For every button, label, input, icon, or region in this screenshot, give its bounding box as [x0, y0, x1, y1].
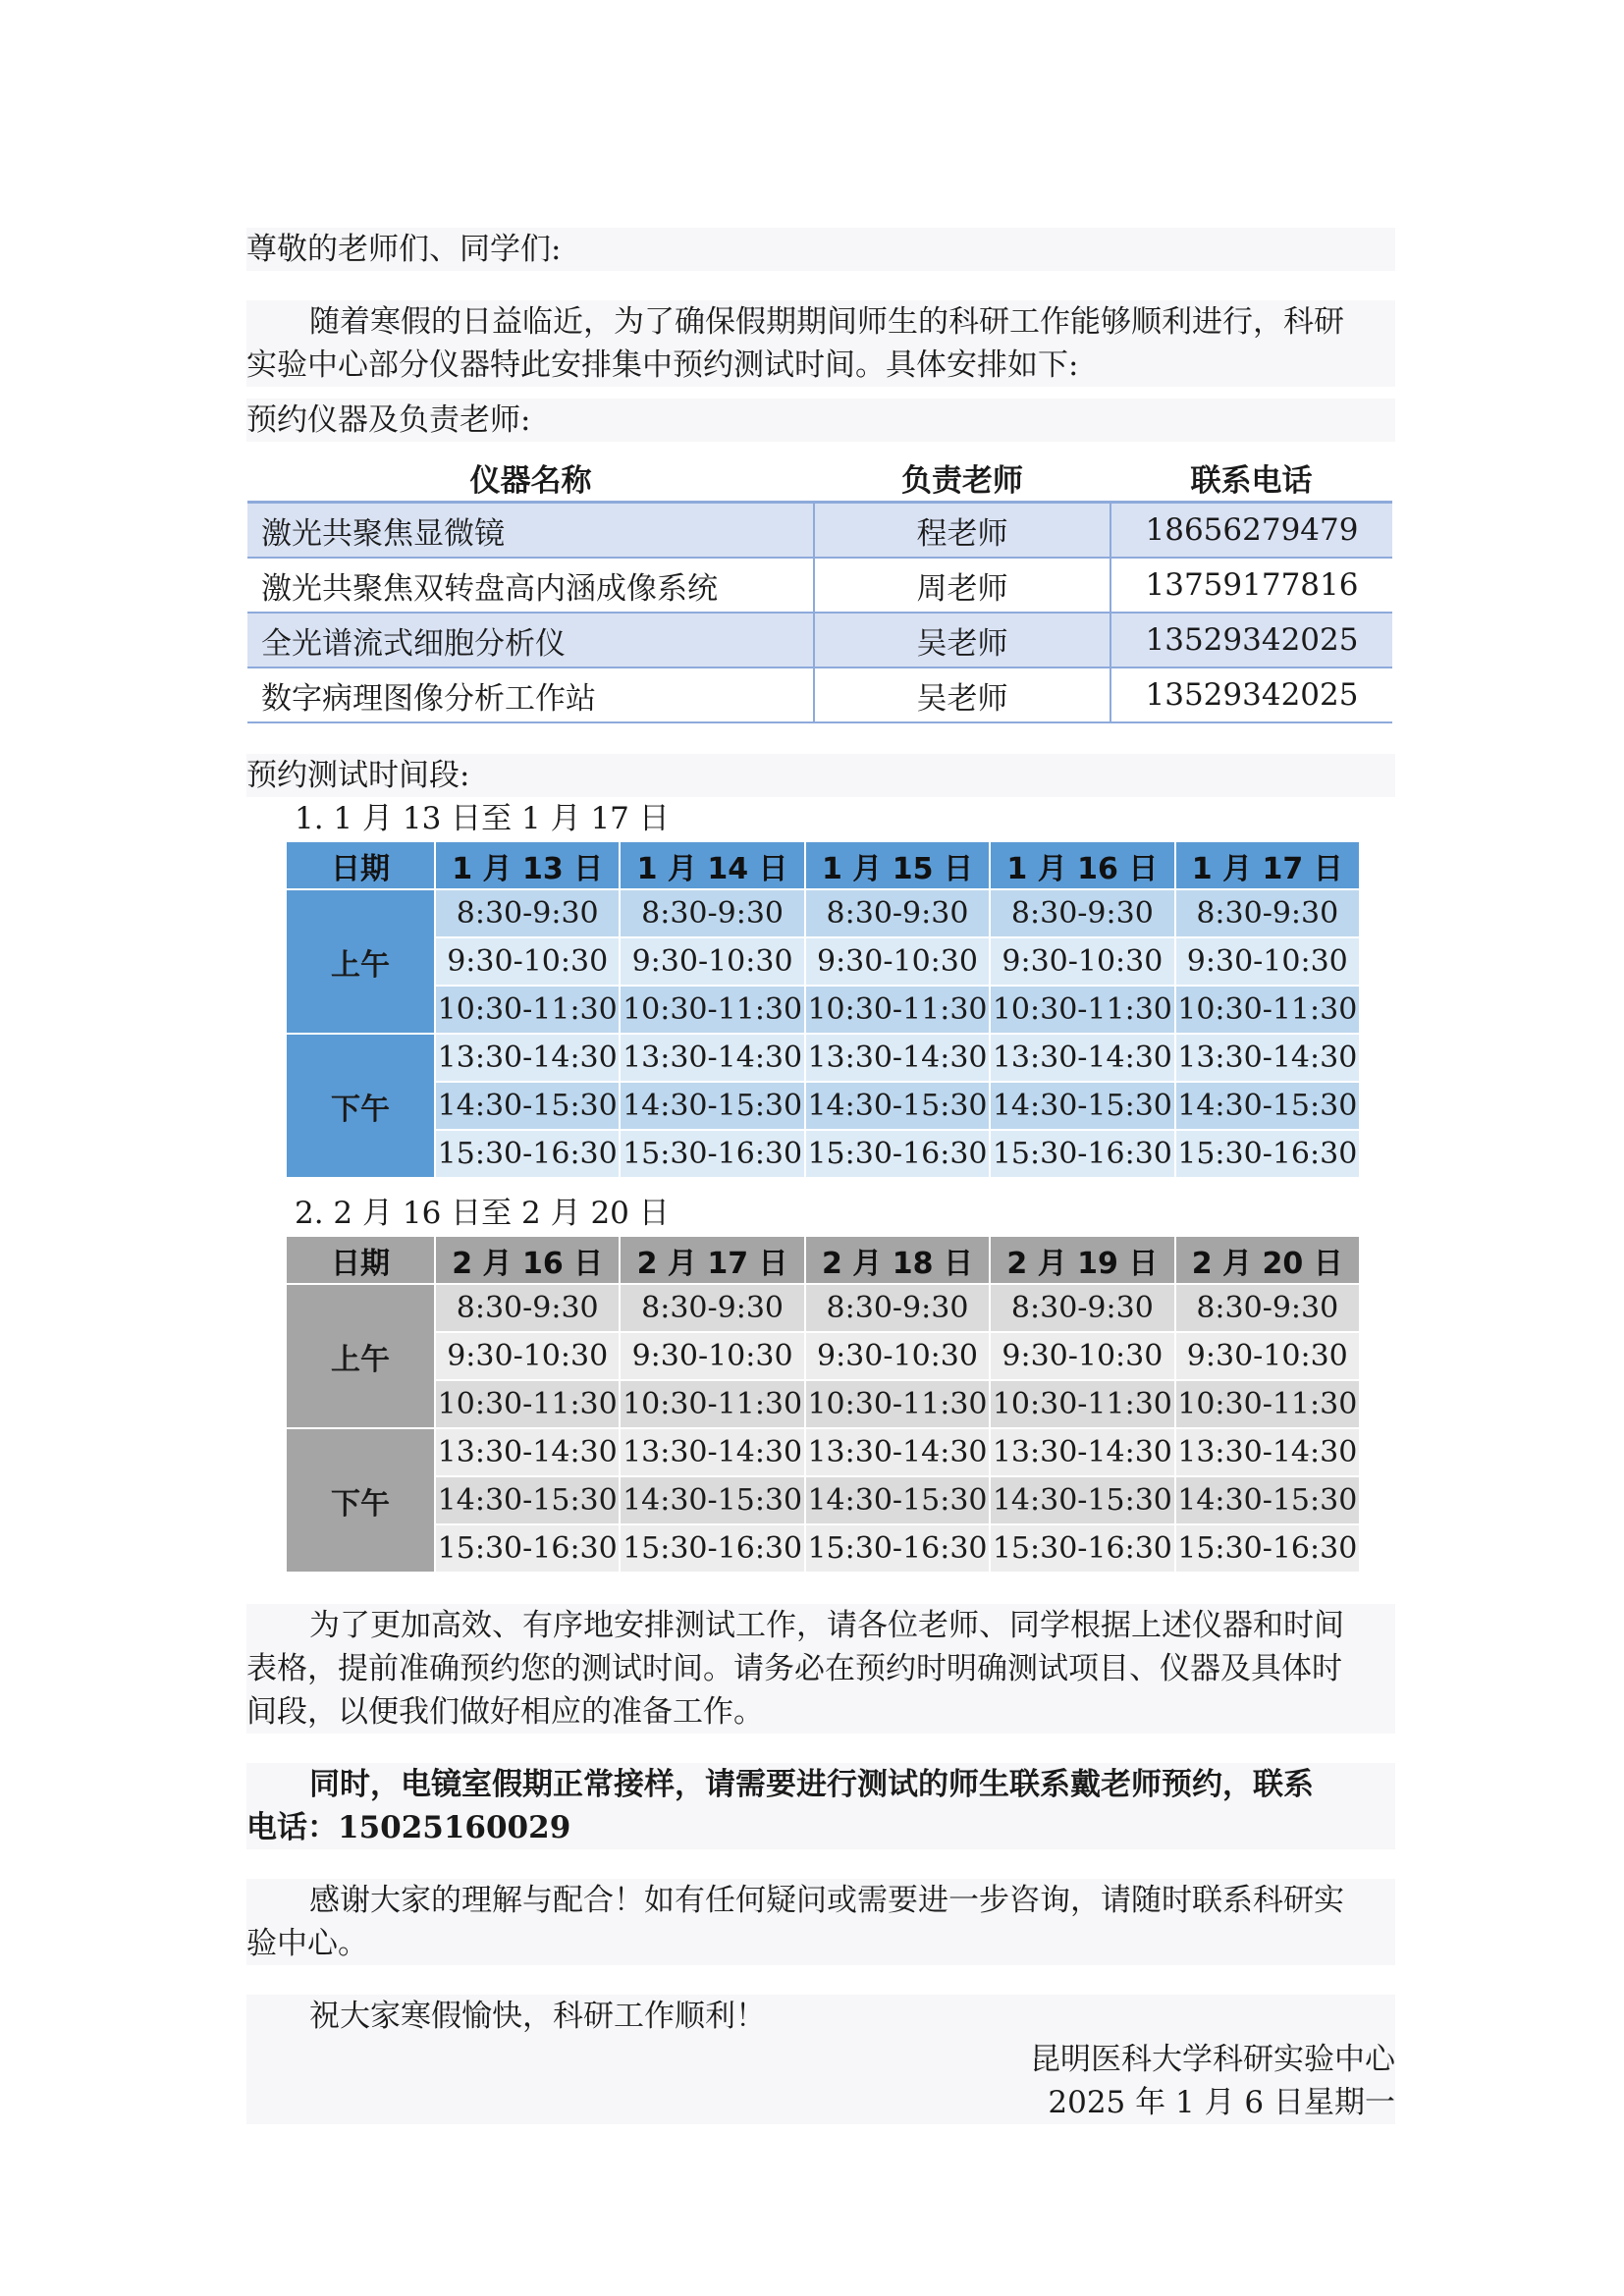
header-instrument-name: 仪器名称 [247, 454, 814, 503]
para1-line-2: 表格，提前准确预约您的测试时间。请务必在预约时明确测试项目、仪器及具体时 [246, 1647, 1395, 1690]
time-slot-cell[interactable]: 10:30-11:30 [1175, 986, 1360, 1034]
para1-line-3: 间段，以便我们做好相应的准备工作。 [246, 1690, 1395, 1734]
time-slot-cell[interactable]: 15:30-16:30 [990, 1524, 1174, 1573]
signature-date: 2025 年 1 月 6 日星期一 [246, 2081, 1395, 2124]
time-slot-cell[interactable]: 14:30-15:30 [435, 1476, 620, 1524]
date-header: 日期 [286, 1236, 435, 1284]
instruments-heading: 预约仪器及负责老师: [246, 399, 1395, 442]
time-slot-cell[interactable]: 14:30-15:30 [620, 1082, 804, 1130]
schedule-table-2 [285, 1235, 1361, 1574]
instrument-name: 数字病理图像分析工作站 [247, 667, 814, 722]
teacher-name: 周老师 [814, 558, 1110, 613]
time-slot-cell[interactable]: 14:30-15:30 [990, 1476, 1174, 1524]
table-row [286, 1082, 1360, 1130]
time-slot-cell[interactable]: 10:30-11:30 [805, 986, 990, 1034]
time-slot-cell[interactable]: 10:30-11:30 [990, 986, 1174, 1034]
time-slot-cell[interactable]: 8:30-9:30 [1175, 1284, 1360, 1332]
teacher-name: 吴老师 [814, 667, 1110, 722]
instrument-name: 激光共聚焦双转盘高内涵成像系统 [247, 558, 814, 613]
time-slot-cell[interactable]: 13:30-14:30 [435, 1034, 620, 1082]
date-cell: 2 月 16 日 [435, 1236, 620, 1284]
date-cell: 2 月 20 日 [1175, 1236, 1360, 1284]
table-row [247, 613, 1392, 667]
time-slot-cell[interactable]: 9:30-10:30 [805, 1332, 990, 1380]
header-phone: 联系电话 [1110, 454, 1392, 503]
schedule-heading: 预约测试时间段: [246, 754, 1395, 797]
table-row [286, 1428, 1360, 1476]
table-row [247, 667, 1392, 722]
time-slot-cell[interactable]: 15:30-16:30 [435, 1130, 620, 1178]
period-label-am: 上午 [286, 1284, 435, 1428]
period-label-pm: 下午 [286, 1034, 435, 1178]
time-slot-cell[interactable]: 13:30-14:30 [435, 1428, 620, 1476]
period-label-am: 上午 [286, 889, 435, 1034]
time-slot-cell[interactable]: 9:30-10:30 [620, 937, 804, 986]
time-slot-cell[interactable]: 13:30-14:30 [990, 1428, 1174, 1476]
table-row [286, 1034, 1360, 1082]
time-slot-cell[interactable]: 8:30-9:30 [435, 889, 620, 937]
instrument-table [247, 454, 1392, 723]
time-slot-cell[interactable]: 14:30-15:30 [620, 1476, 804, 1524]
time-slot-cell[interactable]: 8:30-9:30 [435, 1284, 620, 1332]
date-header: 日期 [286, 841, 435, 889]
schedule-table-1 [285, 840, 1361, 1179]
time-slot-cell[interactable]: 15:30-16:30 [435, 1524, 620, 1573]
table-row [247, 503, 1392, 559]
time-slot-cell[interactable]: 8:30-9:30 [990, 889, 1174, 937]
time-slot-cell[interactable]: 14:30-15:30 [435, 1082, 620, 1130]
time-slot-cell[interactable]: 10:30-11:30 [1175, 1380, 1360, 1428]
time-slot-cell[interactable]: 8:30-9:30 [620, 889, 804, 937]
phone-number: 18656279479 [1110, 503, 1392, 559]
time-slot-cell[interactable]: 10:30-11:30 [990, 1380, 1174, 1428]
time-slot-cell[interactable]: 8:30-9:30 [990, 1284, 1174, 1332]
date-cell: 1 月 13 日 [435, 841, 620, 889]
time-slot-cell[interactable]: 8:30-9:30 [805, 1284, 990, 1332]
table-row [286, 889, 1360, 937]
time-slot-cell[interactable]: 8:30-9:30 [1175, 889, 1360, 937]
time-slot-cell[interactable]: 13:30-14:30 [805, 1034, 990, 1082]
time-slot-cell[interactable]: 15:30-16:30 [620, 1524, 804, 1573]
date-cell: 1 月 15 日 [805, 841, 990, 889]
time-slot-cell[interactable]: 13:30-14:30 [1175, 1034, 1360, 1082]
time-slot-cell[interactable]: 9:30-10:30 [620, 1332, 804, 1380]
para2-line-1: 同时，电镜室假期正常接样，请需要进行测试的师生联系戴老师预约，联系 [246, 1763, 1395, 1806]
time-slot-cell[interactable]: 10:30-11:30 [435, 1380, 620, 1428]
time-slot-cell[interactable]: 15:30-16:30 [990, 1130, 1174, 1178]
time-slot-cell[interactable]: 13:30-14:30 [805, 1428, 990, 1476]
table-row [286, 937, 1360, 986]
date-cell: 1 月 17 日 [1175, 841, 1360, 889]
date-cell: 1 月 14 日 [620, 841, 804, 889]
time-slot-cell[interactable]: 14:30-15:30 [1175, 1476, 1360, 1524]
time-slot-cell[interactable]: 13:30-14:30 [620, 1428, 804, 1476]
para3-line-2: 验中心。 [246, 1922, 1395, 1965]
table-row [286, 1476, 1360, 1524]
time-slot-cell[interactable]: 13:30-14:30 [620, 1034, 804, 1082]
time-slot-cell[interactable]: 10:30-11:30 [620, 1380, 804, 1428]
phone-number: 13529342025 [1110, 613, 1392, 667]
instrument-name: 激光共聚焦显微镜 [247, 503, 814, 559]
time-slot-cell[interactable]: 14:30-15:30 [805, 1082, 990, 1130]
date-cell: 2 月 19 日 [990, 1236, 1174, 1284]
time-slot-cell[interactable]: 14:30-15:30 [990, 1082, 1174, 1130]
signature-org: 昆明医科大学科研实验中心 [246, 2038, 1395, 2081]
time-slot-cell[interactable]: 9:30-10:30 [805, 937, 990, 986]
time-slot-cell[interactable]: 15:30-16:30 [1175, 1130, 1360, 1178]
greeting: 尊敬的老师们、同学们: [246, 228, 1395, 271]
date-cell: 2 月 17 日 [620, 1236, 804, 1284]
time-slot-cell[interactable]: 15:30-16:30 [805, 1524, 990, 1573]
time-slot-cell[interactable]: 15:30-16:30 [1175, 1524, 1360, 1573]
table-row [286, 1332, 1360, 1380]
para3-line-1: 感谢大家的理解与配合！如有任何疑问或需要进一步咨询，请随时联系科研实 [246, 1879, 1395, 1922]
phone-number: 13529342025 [1110, 667, 1392, 722]
time-slot-cell[interactable]: 15:30-16:30 [805, 1130, 990, 1178]
date-cell: 2 月 18 日 [805, 1236, 990, 1284]
table-row [247, 558, 1392, 613]
schedule-2-title: 2. 2 月 16 日至 2 月 20 日 [295, 1196, 670, 1231]
header-teacher: 负责老师 [814, 454, 1110, 503]
table-row [286, 1380, 1360, 1428]
time-slot-cell[interactable]: 9:30-10:30 [990, 1332, 1174, 1380]
intro-line-2: 实验中心部分仪器特此安排集中预约测试时间。具体安排如下: [246, 344, 1395, 387]
schedule-1-title: 1. 1 月 13 日至 1 月 17 日 [295, 801, 670, 836]
closing-wish: 祝大家寒假愉快，科研工作顺利！ [246, 1995, 1395, 2038]
time-slot-cell[interactable]: 15:30-16:30 [620, 1130, 804, 1178]
date-cell: 1 月 16 日 [990, 841, 1174, 889]
time-slot-cell[interactable]: 10:30-11:30 [805, 1380, 990, 1428]
time-slot-cell[interactable]: 9:30-10:30 [1175, 1332, 1360, 1380]
para2-line-2: 电话：15025160029 [246, 1806, 1395, 1849]
period-label-pm: 下午 [286, 1428, 435, 1573]
time-slot-cell[interactable]: 13:30-14:30 [990, 1034, 1174, 1082]
instrument-name: 全光谱流式细胞分析仪 [247, 613, 814, 667]
time-slot-cell[interactable]: 13:30-14:30 [1175, 1428, 1360, 1476]
time-slot-cell[interactable]: 9:30-10:30 [990, 937, 1174, 986]
time-slot-cell[interactable]: 10:30-11:30 [620, 986, 804, 1034]
time-slot-cell[interactable]: 10:30-11:30 [435, 986, 620, 1034]
time-slot-cell[interactable]: 8:30-9:30 [805, 889, 990, 937]
para1-line-1: 为了更加高效、有序地安排测试工作，请各位老师、同学根据上述仪器和时间 [246, 1604, 1395, 1647]
time-slot-cell[interactable]: 14:30-15:30 [1175, 1082, 1360, 1130]
table-row [286, 986, 1360, 1034]
time-slot-cell[interactable]: 9:30-10:30 [1175, 937, 1360, 986]
phone-number: 13759177816 [1110, 558, 1392, 613]
table-row [286, 1284, 1360, 1332]
time-slot-cell[interactable]: 14:30-15:30 [805, 1476, 990, 1524]
teacher-name: 程老师 [814, 503, 1110, 559]
time-slot-cell[interactable]: 8:30-9:30 [620, 1284, 804, 1332]
time-slot-cell[interactable]: 9:30-10:30 [435, 1332, 620, 1380]
table-row [286, 1524, 1360, 1573]
intro-line-1: 随着寒假的日益临近，为了确保假期期间师生的科研工作能够顺利进行，科研 [246, 300, 1395, 344]
time-slot-cell[interactable]: 9:30-10:30 [435, 937, 620, 986]
teacher-name: 吴老师 [814, 613, 1110, 667]
table-row [286, 1130, 1360, 1178]
